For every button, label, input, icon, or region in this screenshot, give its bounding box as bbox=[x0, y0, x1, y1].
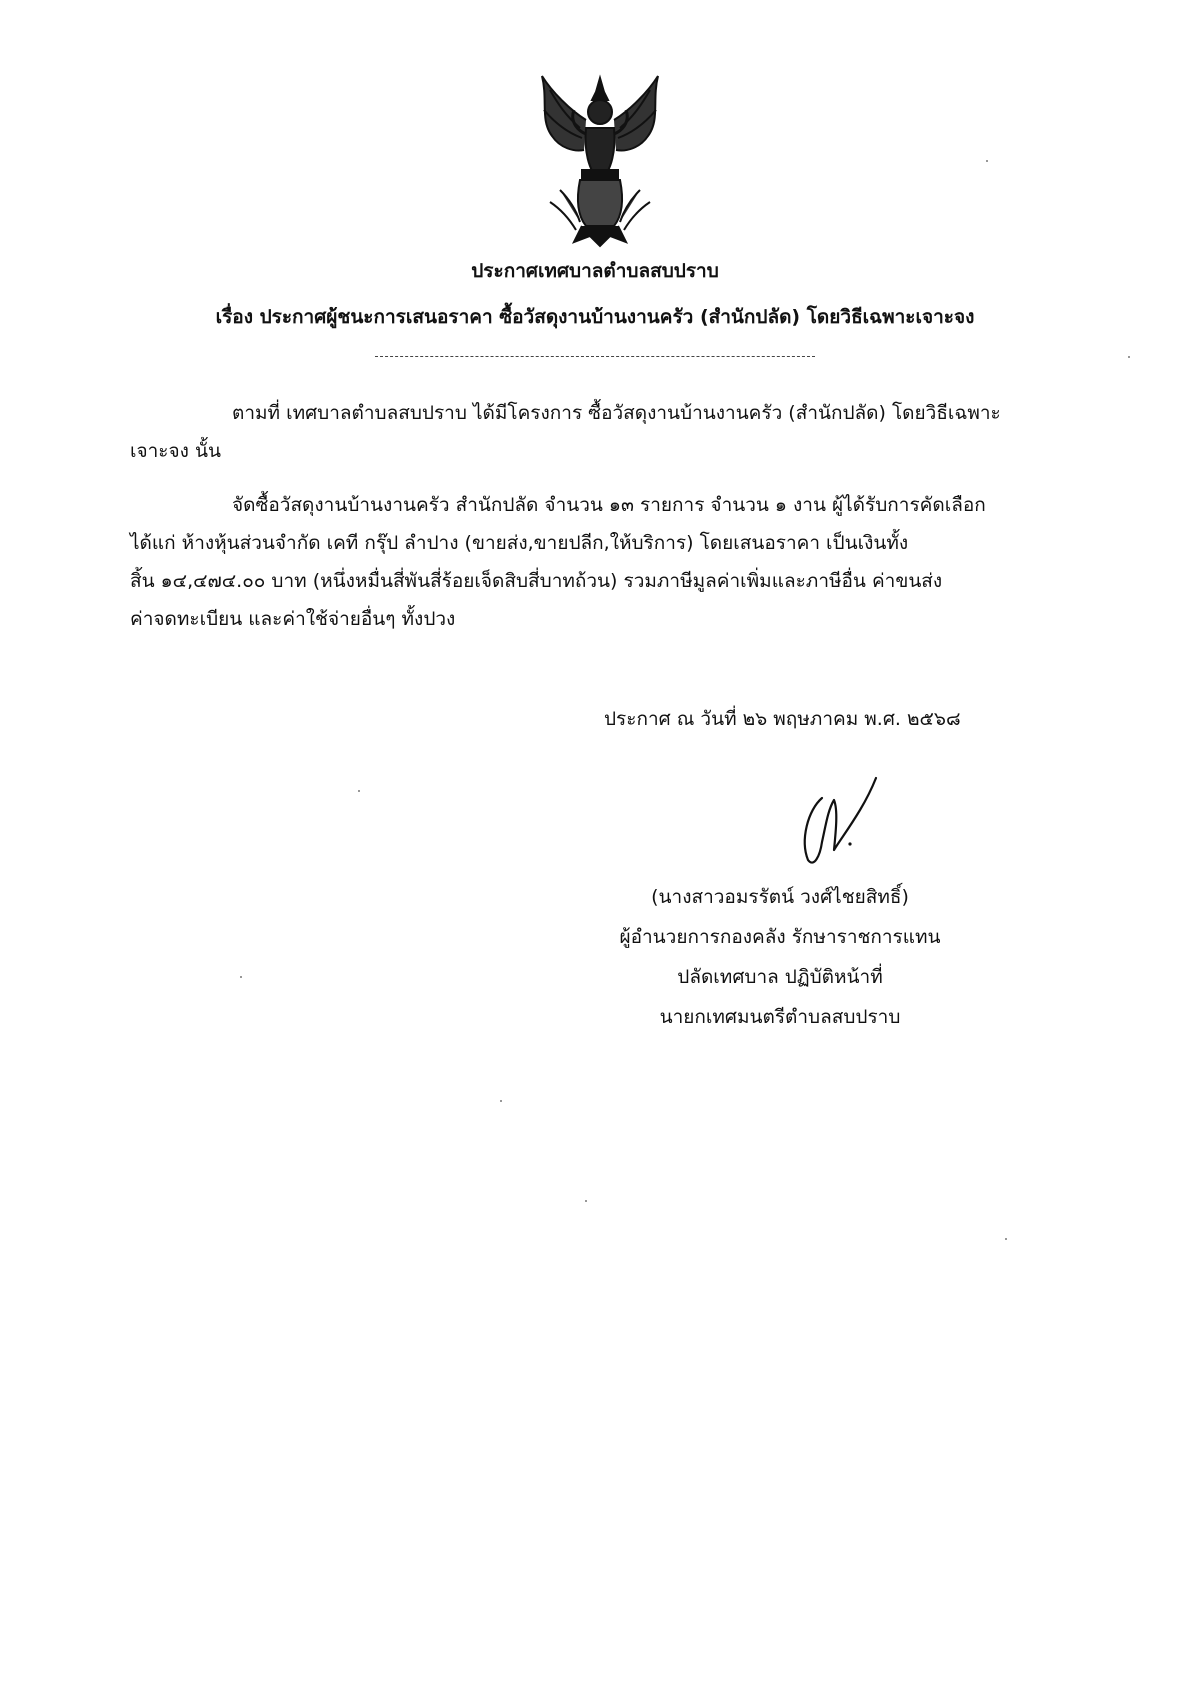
signatory-name: (นางสาวอมรรัตน์ วงศ์ไชยสิทธิ์) bbox=[651, 886, 909, 908]
signature-mark bbox=[790, 770, 880, 870]
scan-speck bbox=[1128, 356, 1130, 358]
paragraph1-line1: ตามที่ เทศบาลตำบลสบปราบ ได้มีโครงการ ซื้อวัสดุงานบ้านงานครัว (สำนักปลัด) โดยวิธีเฉพาะ bbox=[232, 402, 1001, 424]
paragraph2-line1: จัดซื้อวัสดุงานบ้านงานครัว สำนักปลัด จำนวน ๑๓ รายการ จำนวน ๑ งาน ผู้ได้รับการคัดเลือก bbox=[232, 494, 986, 516]
paragraph2-line4: ค่าจดทะเบียน และค่าใช้จ่ายอื่นๆ ทั้งปวง bbox=[130, 608, 456, 630]
scan-speck bbox=[986, 160, 988, 162]
header-divider bbox=[375, 356, 815, 357]
signatory-position1: ผู้อำนวยการกองคลัง รักษาราชการแทน bbox=[619, 926, 941, 948]
garuda-emblem-icon bbox=[530, 70, 670, 250]
signatory-position2: ปลัดเทศบาล ปฏิบัติหน้าที่ bbox=[677, 966, 883, 988]
signatory-position3: นายกเทศมนตรีตำบลสบปราบ bbox=[659, 1006, 901, 1028]
scan-speck bbox=[1005, 1238, 1007, 1240]
paragraph2-line3: สิ้น ๑๔,๔๗๔.๐๐ บาท (หนึ่งหมื่นสี่พันสี่ร้อยเจ็ดสิบสี่บาทถ้วน) รวมภาษีมูลค่าเพิ่มและภาษีอื่น ค่าขนส่ง bbox=[130, 570, 943, 592]
scan-speck bbox=[240, 976, 242, 978]
scan-speck bbox=[500, 1100, 502, 1102]
scan-speck bbox=[358, 790, 360, 792]
paragraph1-line2: เจาะจง นั้น bbox=[130, 440, 221, 462]
scan-speck bbox=[585, 1200, 587, 1202]
announce-date: ประกาศ ณ วันที่ ๒๖ พฤษภาคม พ.ศ. ๒๕๖๘ bbox=[604, 708, 961, 730]
document-subject: เรื่อง ประกาศผู้ชนะการเสนอราคา ซื้อวัสดุงานบ้านงานครัว (สำนักปลัด) โดยวิธีเฉพาะเจาะจง bbox=[215, 306, 975, 328]
document-title: ประกาศเทศบาลตำบลสบปราบ bbox=[471, 260, 719, 282]
paragraph2-line2: ได้แก่ ห้างหุ้นส่วนจำกัด เคที กรุ๊ป ลำปาง (ขายส่ง,ขายปลีก,ให้บริการ) โดยเสนอราคา เป็นเงินทั้ง bbox=[130, 532, 909, 554]
